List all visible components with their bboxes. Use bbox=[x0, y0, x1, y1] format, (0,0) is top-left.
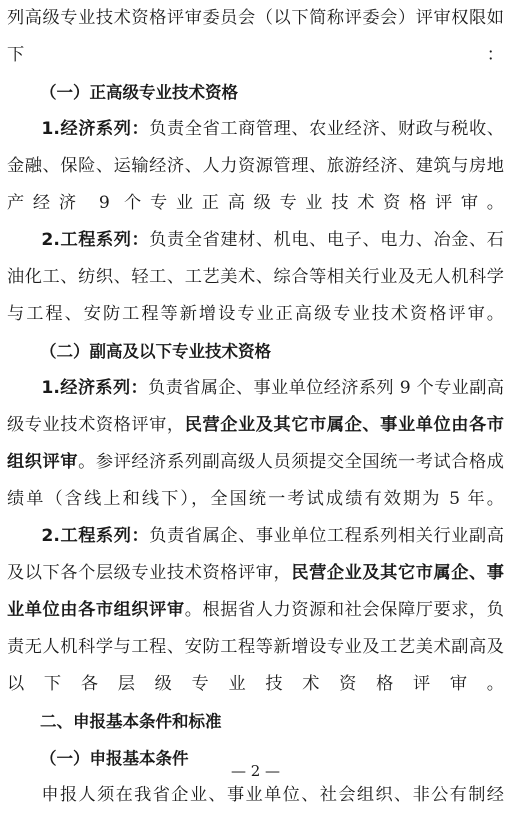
paragraph-engineering-senior bbox=[7, 222, 504, 333]
engineering-senior-text: 负责全省建材、机电、电子、电力、冶金、石油化工、纺织、轻工、工艺美术、综合等相关行业及无人机科学与工程、安防工程等新增设专业正高级专业技术资格评审。 bbox=[7, 230, 504, 324]
paragraph-engineering-associate bbox=[7, 518, 504, 703]
engineering-associate-text-a: 负责省属企、事业单位工程系列相关行业副高及以下各个层级专业技术资格评审， bbox=[7, 526, 504, 583]
heading-senior-professional-text: （一）正高级专业技术资格 bbox=[40, 83, 238, 102]
economics-associate-bold: 民营企业及其它市属企、事业单位由各市组织评审 bbox=[7, 415, 504, 472]
economics-associate-label: 1.经济系列： bbox=[41, 378, 149, 398]
engineering-associate-bold: 民营企业及其它市属企、事业单位由各市组织评审 bbox=[7, 563, 504, 620]
economics-associate-text-a: 负责省属企、事业单位经济系列 9 个专业副高级专业技术资格评审， bbox=[7, 378, 504, 435]
heading-application-conditions bbox=[7, 703, 504, 740]
economics-senior-text: 负责全省工商管理、农业经济、财政与税收、金融、保险、运输经济、人力资源管理、旅游经济、建筑与房地产经济 9 个专业正高级专业技术资格评审。 bbox=[7, 119, 504, 213]
heading-senior-professional bbox=[7, 74, 504, 111]
heading-associate-professional bbox=[7, 333, 504, 370]
document-page bbox=[7, 0, 504, 814]
paragraph-economics-senior bbox=[7, 111, 504, 222]
engineering-series-label: 2.工程系列： bbox=[41, 230, 150, 250]
heading-associate-professional-text: （二）副高及以下专业技术资格 bbox=[40, 342, 271, 361]
economics-series-label: 1.经济系列： bbox=[41, 119, 150, 139]
paragraph-economics-associate bbox=[7, 370, 504, 518]
paragraph-applicant bbox=[7, 777, 504, 814]
paragraph-applicant-text: 申报人须在我省企业、事业单位、社会组织、非公有制经 bbox=[41, 785, 504, 805]
engineering-associate-text-b: 。根据省人力资源和社会保障厅要求，负责无人机科学与工程、安防工程等新增设专业及工艺美术副高及以下各层级专业技术资格评审。 bbox=[7, 600, 504, 694]
page-number: — 2 — bbox=[230, 762, 281, 780]
economics-associate-text-b: 。参评经济系列副高级人员须提交全国统一考试合格成绩单（含线上和线下），全国统一考试成绩有效期为 5 年。 bbox=[7, 452, 504, 509]
heading-basic-conditions-text: （一）申报基本条件 bbox=[40, 749, 189, 768]
paragraph-intro bbox=[7, 0, 504, 74]
engineering-associate-label: 2.工程系列： bbox=[41, 526, 150, 546]
paragraph-intro-text: 列高级专业技术资格评审委员会（以下简称评委会）评审权限如下： bbox=[7, 8, 504, 65]
heading-application-conditions-text: 二、申报基本条件和标准 bbox=[40, 712, 222, 731]
